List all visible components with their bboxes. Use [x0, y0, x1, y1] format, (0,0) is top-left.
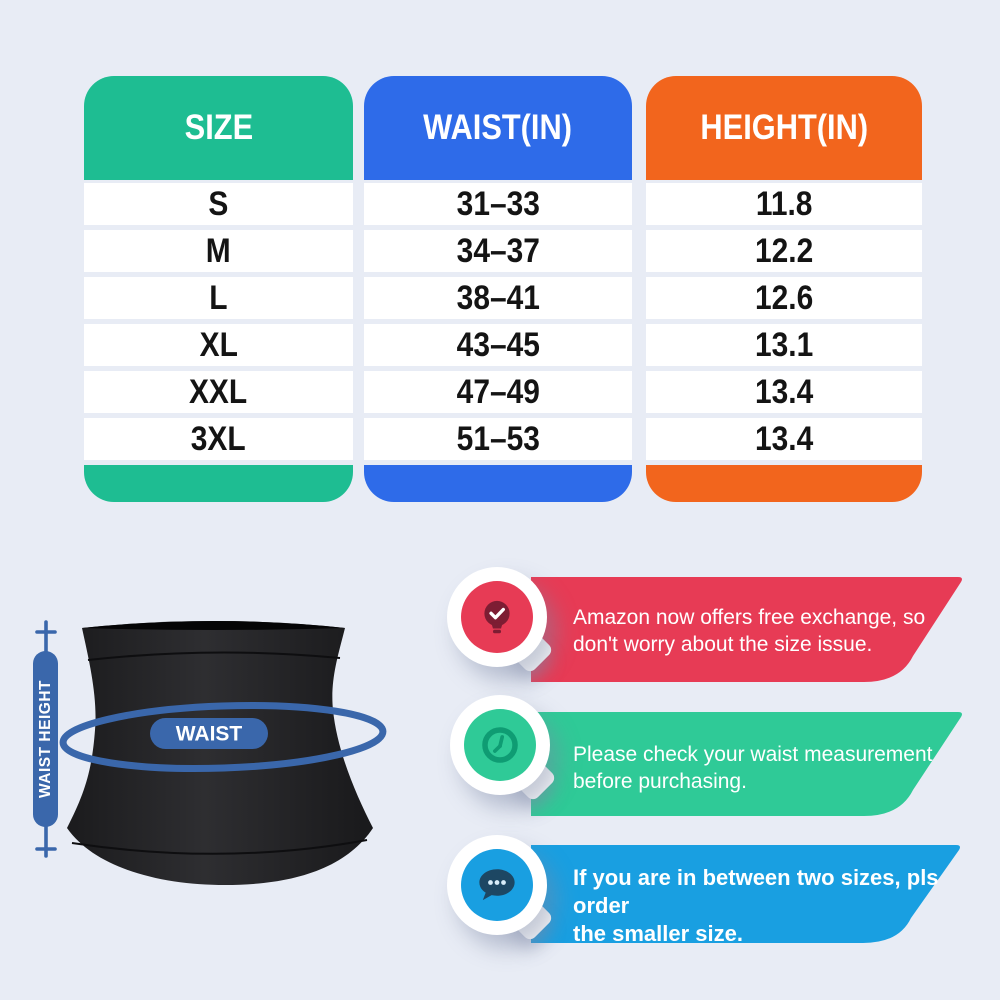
table-cell [364, 183, 632, 225]
table-cell [646, 371, 922, 413]
table-cell [364, 371, 632, 413]
waist-trainer-illustration [15, 608, 415, 900]
column-footer-size [84, 465, 353, 502]
callout-line: don't worry about the size issue. [573, 633, 873, 656]
waist-label: WAIST [175, 722, 243, 746]
cell-value: S [208, 184, 229, 223]
callout-line: Amazon now offers free exchange, so [573, 606, 926, 629]
cell-value: 11.8 [755, 184, 813, 223]
column-header-label: WAIST(IN) [423, 108, 573, 147]
column-header-height [646, 76, 922, 180]
callout-badge-exchange [447, 567, 547, 667]
callout-badge-between-sizes [447, 835, 547, 935]
table-cell [364, 230, 632, 272]
chat-dots-icon [474, 862, 520, 908]
column-footer-waist [364, 465, 632, 502]
cell-value: 13.4 [754, 419, 814, 458]
cell-value: L [209, 278, 228, 317]
cell-value: 12.2 [754, 231, 814, 270]
table-cell [364, 277, 632, 319]
table-cell [84, 418, 353, 460]
table-cell [646, 277, 922, 319]
callout-text-exchange [573, 604, 965, 658]
callout-line: the smaller size. [573, 921, 743, 946]
table-cell [646, 183, 922, 225]
column-header-label: SIZE [184, 108, 253, 147]
table-cell [84, 324, 353, 366]
table-column-size [84, 76, 353, 502]
waist-height-label: WAIST HEIGHT [37, 680, 54, 798]
badge-inner-circle [464, 709, 536, 781]
table-cell [646, 230, 922, 272]
badge-inner-circle [461, 581, 533, 653]
waist-trainer-garment [67, 621, 373, 885]
column-header-size [84, 76, 353, 180]
cell-value: 3XL [191, 419, 246, 458]
table-cell [364, 324, 632, 366]
table-cell [646, 418, 922, 460]
cell-value: 34–37 [456, 231, 540, 270]
callout-line: before purchasing. [573, 770, 747, 793]
callout-line: If you are in between two sizes, pls order [573, 865, 939, 918]
column-header-waist [364, 76, 632, 180]
waist-height-measure [33, 622, 58, 856]
column-footer-height [646, 465, 922, 502]
table-cell [364, 418, 632, 460]
callout-line: Please check your waist measurement [573, 743, 933, 766]
lightbulb-check-icon [476, 596, 518, 638]
cell-value: XXL [189, 372, 248, 411]
cell-value: 51–53 [456, 419, 540, 458]
cell-value: 13.1 [754, 325, 814, 364]
clock-icon [478, 723, 522, 767]
garment-opening [82, 621, 345, 630]
cell-value: 31–33 [456, 184, 540, 223]
badge-inner-circle [461, 849, 533, 921]
callout-text-between-sizes [573, 864, 965, 948]
cell-value: 38–41 [456, 278, 540, 317]
table-cell [84, 183, 353, 225]
table-cell [646, 324, 922, 366]
cell-value: XL [199, 325, 238, 364]
waist-label-pill [150, 718, 268, 749]
cell-value: 47–49 [456, 372, 540, 411]
table-column-height [646, 76, 922, 502]
table-cell [84, 277, 353, 319]
callout-badge-measure [450, 695, 550, 795]
cell-value: M [206, 231, 231, 270]
cell-value: 12.6 [754, 278, 814, 317]
table-cell [84, 230, 353, 272]
table-cell [84, 371, 353, 413]
cell-value: 43–45 [456, 325, 540, 364]
callout-text-measure [573, 741, 965, 795]
table-column-waist [364, 76, 632, 502]
cell-value: 13.4 [754, 372, 814, 411]
column-header-label: HEIGHT(IN) [700, 108, 868, 147]
